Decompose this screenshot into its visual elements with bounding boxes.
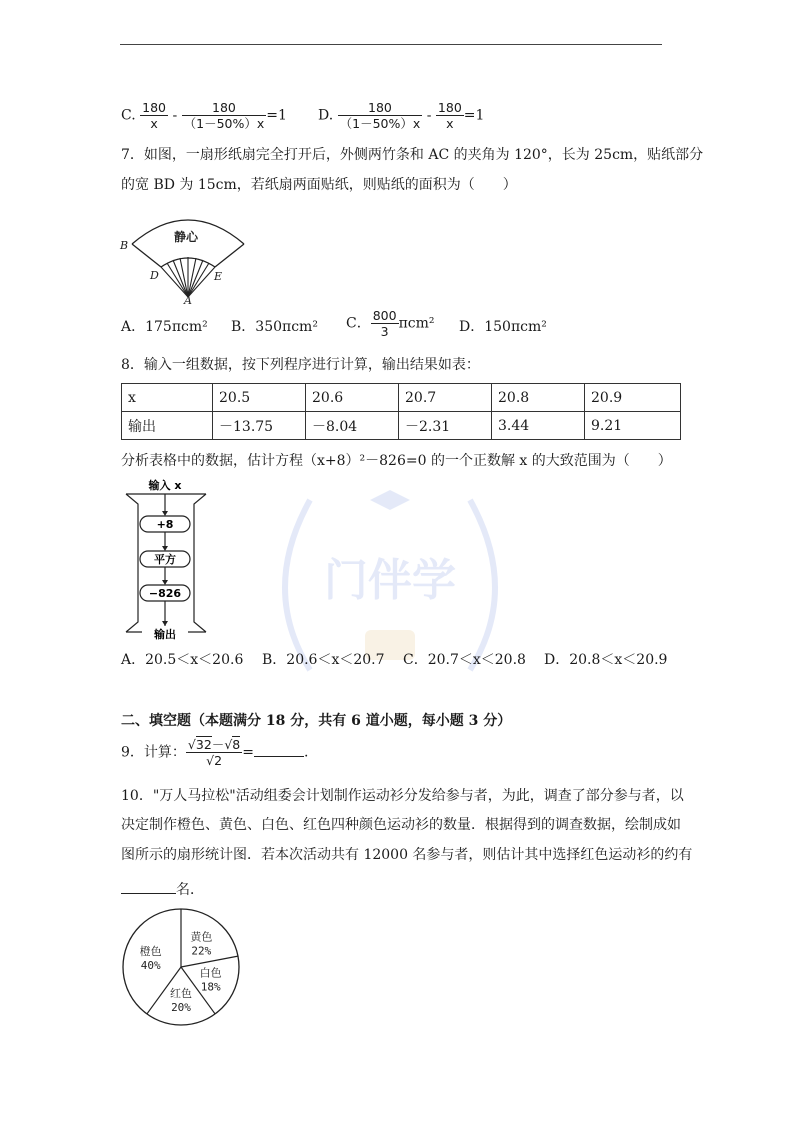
period: .	[303, 744, 309, 761]
table-cell: －13.75	[213, 412, 306, 440]
q10-suffix: 名．	[176, 882, 204, 898]
numerator: 800	[372, 308, 397, 323]
q9-prefix: 9．计算：	[121, 744, 186, 761]
arrow-down-icon	[162, 511, 168, 516]
q7-text-line1: 7．如图，一扇形纸扇完全打开后，外侧两竹条和 AC 的夹角为 120°，长为 25cm，贴纸部分	[121, 147, 704, 163]
pie-slice-value: 20%	[171, 1000, 191, 1014]
arrow-down-icon	[162, 580, 168, 585]
point-e-label: E	[214, 270, 223, 283]
numerator: 180	[142, 100, 166, 115]
q7-text-line2: 的宽 BD 为 15cm，若纸扇两面贴纸，则贴纸的面积为（ ）	[121, 177, 517, 193]
q10-line2: 决定制作橙色、黄色、白色、红色四种颜色运动衫的数量．根据得到的调查数据，绘制成如	[121, 817, 681, 833]
denominator: （1－50%）x	[183, 116, 265, 131]
q8-data-table	[121, 383, 681, 440]
numerator: 180	[368, 100, 392, 115]
q7-option-b[interactable]: B．350πcm²	[231, 319, 318, 335]
equals-one: =1	[463, 107, 485, 124]
numerator: 180	[437, 100, 462, 115]
table-cell: －8.04	[306, 412, 399, 440]
denominator: （1－50%）x	[339, 116, 421, 131]
q8-option-c[interactable]: C．20.7＜x＜20.8	[403, 652, 526, 668]
pie-slice-value: 40%	[140, 959, 161, 973]
table-row	[122, 412, 681, 440]
q7-option-a[interactable]: A．175πcm²	[121, 319, 208, 335]
pie-slice-label: 白色	[199, 966, 222, 980]
table-cell: 20.9	[585, 384, 681, 412]
q8-flowchart	[118, 476, 214, 646]
flow-step2-label: 平方	[154, 553, 176, 566]
pie-slice-label: 黄色	[190, 930, 213, 944]
table-header-row	[122, 384, 681, 412]
q6-option-c[interactable]	[121, 100, 287, 131]
flow-right-bracket	[194, 494, 206, 632]
denominator: x	[140, 115, 168, 131]
unit: πcm²	[398, 315, 435, 332]
q10-line4	[121, 880, 204, 900]
option-label: C.	[121, 107, 136, 124]
fan-left-edge	[132, 244, 161, 267]
section-title: 二、填空题（本题满分 18 分，共有 6 道小题，每小题 3 分）	[121, 713, 512, 729]
fraction	[186, 737, 242, 768]
pie-slice-value: 22%	[191, 944, 212, 958]
q8-text: 8．输入一组数据，按下列程序进行计算，输出结果如表：	[121, 357, 480, 373]
denominator: x	[436, 115, 464, 131]
table-cell: 9.21	[585, 412, 681, 440]
flow-left-bracket	[126, 494, 138, 632]
radicand: 2	[214, 753, 223, 768]
header-rule	[120, 44, 662, 45]
numerator: 180	[212, 100, 236, 115]
point-d-label: D	[150, 269, 159, 282]
denominator: 3	[371, 323, 399, 339]
option-label: D.	[318, 107, 334, 124]
fan-diagram	[118, 204, 248, 304]
q7-option-c[interactable]	[346, 308, 435, 339]
flow-input-label: 输入 x	[148, 479, 182, 492]
q8-analysis: 分析表格中的数据，估计方程（x+8）²－826=0 的一个正数解 x 的大致范围为（ ）	[121, 453, 672, 469]
option-label: C．	[346, 315, 371, 332]
minus-sign: -	[426, 107, 432, 124]
table-cell: x	[122, 384, 213, 412]
table-cell: 20.7	[399, 384, 492, 412]
q8-option-d[interactable]: D．20.8＜x＜20.9	[544, 652, 668, 668]
fraction	[338, 100, 423, 131]
point-b-label: B	[120, 239, 129, 252]
pie-slice-value: 18%	[200, 980, 221, 994]
q10-line3: 图所示的扇形统计图．若本次活动共有 12000 名参与者，则估计其中选择红色运动衫的约有	[121, 847, 693, 863]
flow-step3-label: −826	[148, 587, 182, 600]
q10-line1: 10．"万人马拉松"活动组委会计划制作运动衫分发给参与者，为此，调查了部分参与者，以	[121, 788, 684, 804]
fraction	[182, 100, 267, 131]
q6-options	[121, 100, 287, 131]
table-cell: 20.5	[213, 384, 306, 412]
radicand: 8	[232, 737, 241, 752]
table-cell: －2.31	[399, 412, 492, 440]
q8-option-a[interactable]: A．20.5＜x＜20.6	[121, 652, 244, 668]
watermark-text: 门伴学	[324, 555, 456, 606]
q7-option-d[interactable]: D．150πcm²	[459, 319, 547, 335]
answer-blank[interactable]	[121, 893, 176, 894]
pie-slice-label: 红色	[170, 986, 192, 1000]
table-cell: 20.8	[492, 384, 585, 412]
arrow-down-icon	[162, 546, 168, 551]
table-cell: 输出	[122, 412, 213, 440]
numerator: √32－√8	[187, 737, 241, 752]
point-a-label: A	[184, 294, 192, 304]
table-cell: 3.44	[492, 412, 585, 440]
arrow-down-icon	[162, 621, 168, 626]
q8-option-b[interactable]: B．20.6＜x＜20.7	[262, 652, 385, 668]
fraction	[436, 100, 464, 131]
fraction	[140, 100, 168, 131]
flow-output-label: 输出	[154, 628, 176, 641]
q6-option-d-wrap	[318, 100, 484, 131]
fraction	[371, 308, 399, 339]
equals-one: =1	[266, 107, 287, 124]
equals-sign: =	[242, 744, 254, 761]
pie-chart	[118, 905, 248, 1030]
fan-right-edge	[215, 244, 244, 267]
q9-line	[121, 737, 308, 768]
flow-step1-label: +8	[156, 518, 174, 531]
radicand: 32	[195, 737, 212, 752]
pie-slice-label: 橙色	[139, 945, 162, 959]
denominator: √2	[186, 752, 242, 768]
q6-option-d[interactable]	[318, 100, 484, 131]
table-cell: 20.6	[306, 384, 399, 412]
minus-sign: -	[172, 107, 178, 124]
answer-blank[interactable]	[254, 756, 304, 757]
fan-label: 静心	[174, 230, 199, 244]
minus-sign: －	[211, 737, 225, 752]
